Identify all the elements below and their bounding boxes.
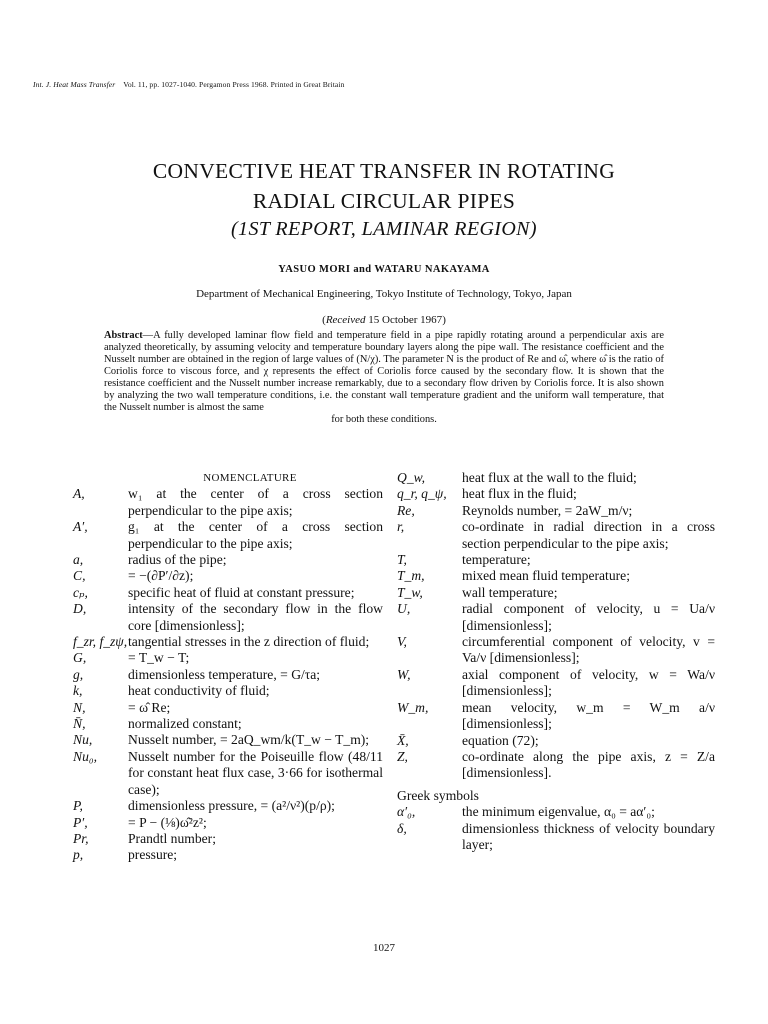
nomenclature-entry — [73, 650, 383, 666]
entry-definition: radius of the pipe; — [128, 552, 227, 568]
entry-symbol: T_m, — [397, 568, 425, 584]
abstract-last-line: for both these conditions. — [331, 414, 437, 425]
nomenclature-entry — [73, 601, 383, 634]
entry-symbol: X̄, — [397, 732, 409, 748]
entry-definition: Reynolds number, = 2aW_m/ν; — [462, 502, 633, 518]
entry-definition: = P − (⅛)ω̂²z²; — [128, 814, 207, 830]
nomenclature-entry — [73, 716, 383, 732]
entry-definition: dimensionless temperature, = G/τa; — [128, 666, 321, 682]
nomenclature-entry — [397, 749, 715, 782]
entry-definition: equation (72); — [462, 732, 539, 748]
nomenclature-entry — [73, 667, 383, 683]
entry-definition: Nusselt number, = 2aQ_wm/k(T_w − T_m); — [128, 732, 370, 748]
nomenclature-entry — [397, 667, 715, 700]
nomenclature-entry — [397, 503, 715, 519]
nomenclature-entry — [73, 749, 383, 798]
entry-symbol: U, — [397, 601, 411, 617]
nomenclature-entry — [397, 519, 715, 552]
entry-symbol: Nu, — [73, 732, 93, 748]
nomenclature-entry — [73, 831, 383, 847]
entry-definition: normalized constant; — [128, 716, 242, 732]
abstract-body: —A fully developed laminar flow field and temperature field in a pipe rapidly rotating around a perpendicular axis are analyzed theoretically, by assuming velocity and temperature boundary layers along the pipe wall. The resistance coefficient and the Nusselt number are obtained in the region of large values of (N/χ). The parameter N is the product of Re and ω̂, where ω̂ is the ratio of Coriolis force to viscous force, and χ represents the effect of Coriolis force caused by the secondary flow. It is shown that the resistance coefficient and the Nusselt number increase remarkably, due to a secondary flow driven by Coriolis force. It is also shown by analyzing the two wall temperature conditions, i.e. the constant wall temperature gradient and the uniform wall temperature, that the Nusselt number is almost the same — [104, 330, 664, 413]
entry-definition: mean velocity, w_m = W_m a/ν [dimensionless]; — [462, 699, 715, 732]
nomenclature-right-list — [397, 470, 715, 782]
entry-symbol: f_zr, f_zψ, — [73, 634, 128, 650]
nomenclature-entry — [397, 470, 715, 486]
entry-symbol: Pr, — [73, 830, 89, 846]
nomenclature-entry — [397, 601, 715, 634]
nomenclature-right-column — [397, 470, 715, 853]
entry-definition: temperature; — [462, 552, 531, 568]
title-line-1: CONVECTIVE HEAT TRANSFER IN ROTATING — [152, 159, 616, 183]
greek-list — [397, 804, 715, 853]
entry-symbol: T_w, — [397, 584, 423, 600]
journal-name: Int. J. Heat Mass Transfer — [33, 80, 116, 89]
entry-symbol: cₚ, — [73, 584, 88, 600]
entry-definition: circumferential component of velocity, v = Va/ν [dimensionless]; — [462, 634, 715, 666]
department: Department of Mechanical Engineering, Tokyo Institute of Technology, Tokyo, Japan — [196, 288, 572, 300]
entry-definition: heat flux at the wall to the fluid; — [462, 470, 637, 485]
entry-symbol: N, — [73, 699, 86, 715]
entry-symbol: q_r, q_ψ, — [397, 486, 447, 502]
nomenclature-left-list — [73, 486, 383, 863]
nomenclature-entry — [397, 700, 715, 733]
nomenclature-entry — [397, 486, 715, 502]
nomenclature-entry — [73, 732, 383, 748]
nomenclature-entry — [73, 634, 383, 650]
entry-symbol: Nu₀, — [73, 748, 97, 764]
entry-symbol: P, — [73, 798, 83, 814]
page-number: 1027 — [373, 942, 395, 954]
entry-symbol: δ, — [397, 820, 407, 836]
entry-definition: Nusselt number for the Poiseuille flow (48/11 for constant heat flux case, 3·66 for isothermal case); — [128, 748, 383, 797]
entry-definition: radial component of velocity, u = Ua/ν [dimensionless]; — [462, 601, 715, 633]
entry-symbol: Q_w, — [397, 470, 426, 485]
entry-definition: Prandtl number; — [128, 830, 216, 846]
nomenclature-entry — [73, 486, 383, 519]
entry-definition: intensity of the secondary flow in the flow core [dimensionless]; — [128, 601, 383, 633]
subtitle: (1ST REPORT, LAMINAR REGION) — [231, 218, 537, 240]
entry-symbol: W_m, — [397, 699, 429, 715]
entry-definition: = ω̂ Re; — [128, 699, 171, 715]
entry-symbol: r, — [397, 519, 405, 535]
title-block — [0, 156, 768, 242]
nomenclature-entry — [73, 700, 383, 716]
entry-symbol: D, — [73, 601, 87, 617]
entry-definition: w₁ at the center of a cross section perpendicular to the pipe axis; — [128, 486, 383, 518]
entry-definition: axial component of velocity, w = Wa/ν [dimensionless]; — [462, 666, 715, 699]
entry-definition: pressure; — [128, 847, 178, 863]
greek-heading: Greek symbols — [397, 787, 479, 803]
entry-definition: specific heat of fluid at constant pressure; — [128, 584, 355, 600]
entry-symbol: W, — [397, 666, 411, 682]
nomenclature-entry — [73, 568, 383, 584]
entry-definition: heat conductivity of fluid; — [128, 683, 270, 699]
nomenclature-entry — [73, 683, 383, 699]
entry-definition: the minimum eigenvalue, α₀ = aα′₀; — [462, 804, 655, 820]
authors: YASUO MORI and WATARU NAKAYAMA — [278, 264, 490, 275]
nomenclature-entry — [397, 585, 715, 601]
journal-info: Vol. 11, pp. 1027-1040. Pergamon Press 1968. Printed in Great Britain — [123, 80, 345, 89]
nomenclature-entry — [397, 552, 715, 568]
entry-definition: co-ordinate in radial direction in a cross section perpendicular to the pipe axis; — [462, 519, 715, 551]
entry-symbol: a, — [73, 552, 84, 568]
nomenclature-left-column — [73, 470, 383, 864]
nomenclature-entry — [73, 815, 383, 831]
entry-definition: heat flux in the fluid; — [462, 486, 577, 502]
nomenclature-entry — [73, 847, 383, 863]
nomenclature-entry — [73, 519, 383, 552]
entry-definition: mixed mean fluid temperature; — [462, 568, 630, 584]
nomenclature-entry — [73, 585, 383, 601]
entry-definition: dimensionless pressure, = (a²/ν²)(p/ρ); — [128, 798, 335, 814]
entry-symbol: α′₀, — [397, 804, 416, 820]
entry-definition: co-ordinate along the pipe axis, z = Z/a [dimensionless]. — [462, 748, 715, 781]
entry-symbol: Re, — [397, 502, 415, 518]
nomenclature-entry — [397, 568, 715, 584]
received-label: Received — [325, 314, 366, 326]
nomenclature-entry — [73, 552, 383, 568]
nomenclature-heading: NOMENCLATURE — [203, 472, 297, 484]
entry-definition: dimensionless thickness of velocity boundary layer; — [462, 820, 715, 852]
entry-symbol: N̄, — [73, 716, 86, 732]
abstract — [104, 330, 664, 426]
entry-symbol: G, — [73, 650, 87, 666]
entry-symbol: V, — [397, 634, 407, 650]
entry-definition: tangential stresses in the z direction of fluid; — [128, 634, 370, 650]
entry-definition: = T_w − T; — [128, 650, 190, 666]
entry-symbol: A, — [73, 486, 85, 502]
received-date: (Received 15 October 1967) — [322, 314, 446, 326]
entry-symbol: k, — [73, 683, 83, 699]
entry-symbol: P′, — [73, 814, 88, 830]
nomenclature-entry — [397, 804, 715, 820]
journal-citation — [33, 80, 345, 89]
nomenclature-entry — [397, 634, 715, 667]
entry-symbol: Z, — [397, 748, 408, 764]
title-line-2: RADIAL CIRCULAR PIPES — [252, 189, 516, 213]
abstract-label: Abstract — [104, 330, 143, 341]
entry-symbol: p, — [73, 847, 84, 863]
entry-definition: = −(∂P′/∂z); — [128, 568, 194, 584]
nomenclature-entry — [397, 733, 715, 749]
entry-symbol: T, — [397, 552, 407, 568]
entry-symbol: A′, — [73, 519, 88, 535]
received-value: 15 October 1967 — [368, 314, 443, 326]
nomenclature-entry — [73, 798, 383, 814]
entry-symbol: g, — [73, 666, 84, 682]
nomenclature-entry — [397, 821, 715, 854]
entry-definition: wall temperature; — [462, 584, 558, 600]
entry-symbol: C, — [73, 568, 86, 584]
entry-definition: g₁ at the center of a cross section perpendicular to the pipe axis; — [128, 519, 383, 551]
